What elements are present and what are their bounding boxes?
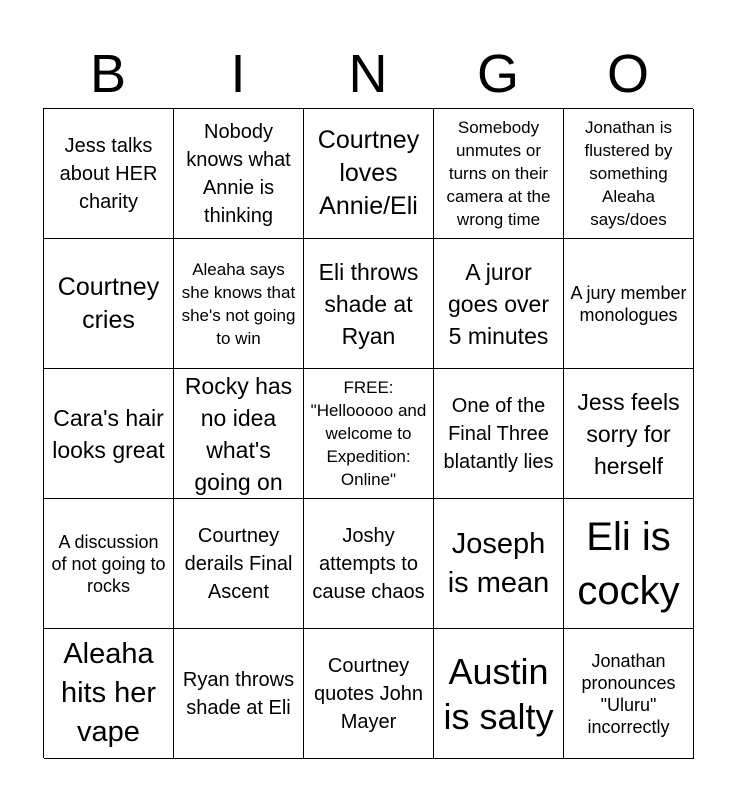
bingo-cell-text: A discussion of not going to rocks <box>51 531 166 596</box>
bingo-cell-r4c5[interactable] <box>564 499 694 629</box>
bingo-cell-text: Jess talks about HER charity <box>59 134 158 213</box>
bingo-cell-text: Joseph is mean <box>447 527 550 599</box>
bingo-cell-r2c5[interactable] <box>564 239 694 369</box>
bingo-cell-r5c1[interactable] <box>44 629 174 759</box>
header-letter-b: B <box>89 44 127 104</box>
bingo-cell-r3c4[interactable] <box>434 369 564 499</box>
bingo-cell-r2c1[interactable] <box>44 239 174 369</box>
header-letter-n: N <box>348 44 388 104</box>
bingo-cell-text: Courtney quotes John Mayer <box>314 654 423 733</box>
bingo-cell-r1c3[interactable] <box>304 109 434 239</box>
bingo-cell-r5c3[interactable] <box>304 629 434 759</box>
bingo-cell-text: Rocky has no idea what's going on <box>184 372 293 495</box>
bingo-cell-r3c1[interactable] <box>44 369 174 499</box>
bingo-cell-r4c4[interactable] <box>434 499 564 629</box>
bingo-cell-r2c4[interactable] <box>434 239 564 369</box>
bingo-cell-text: Courtney cries <box>57 272 160 334</box>
bingo-cell-text: A jury member monologues <box>570 282 687 325</box>
bingo-cell-r3c5[interactable] <box>564 369 694 499</box>
bingo-grid <box>43 108 693 758</box>
bingo-cell-r4c3[interactable] <box>304 499 434 629</box>
bingo-cell-r1c4[interactable] <box>434 109 564 239</box>
bingo-cell-text: Jess feels sorry for herself <box>577 388 680 479</box>
header-letter-i: I <box>230 44 246 104</box>
bingo-cell-text: Cara's hair looks great <box>52 404 165 463</box>
header-letter-g: G <box>476 44 519 104</box>
bingo-cell-text: Eli throws shade at Ryan <box>318 258 419 349</box>
bingo-cell-text: FREE: "Hellooooo and welcome to Expedition: Online" <box>310 378 427 489</box>
bingo-cell-r2c2[interactable] <box>174 239 304 369</box>
bingo-cell-text: Jonathan is flustered by something Aleaha says/does <box>584 118 673 229</box>
bingo-cell-r2c3[interactable] <box>304 239 434 369</box>
bingo-cell-r4c2[interactable] <box>174 499 304 629</box>
bingo-cell-text: A juror goes over 5 minutes <box>447 258 549 349</box>
bingo-cell-r5c5[interactable] <box>564 629 694 759</box>
bingo-cell-text: Jonathan pronounces "Uluru" incorrectly <box>581 650 676 737</box>
bingo-cell-text: Ryan throws shade at Eli <box>182 668 295 719</box>
bingo-cell-text: Eli is cocky <box>577 514 680 613</box>
bingo-cell-text: One of the Final Three blatantly lies <box>443 394 554 473</box>
bingo-cell-r3c2[interactable] <box>174 369 304 499</box>
bingo-cell-text: Aleaha hits her vape <box>60 638 157 748</box>
bingo-cell-text: Joshy attempts to cause chaos <box>312 524 425 603</box>
bingo-cell-text: Courtney loves Annie/Eli <box>317 126 420 220</box>
bingo-cell-text: Courtney derails Final Ascent <box>184 524 293 603</box>
bingo-cell-r5c4[interactable] <box>434 629 564 759</box>
header-letter-o: O <box>606 44 649 104</box>
bingo-cell-r1c1[interactable] <box>44 109 174 239</box>
bingo-cell-text: Nobody knows what Annie is thinking <box>186 120 291 227</box>
bingo-cell-r1c5[interactable] <box>564 109 694 239</box>
bingo-cell-text: Somebody unmutes or turns on their camera at the wrong time <box>446 118 551 229</box>
bingo-cell-r4c1[interactable] <box>44 499 174 629</box>
bingo-cell-text: Austin is salty <box>443 650 554 737</box>
bingo-cell-free[interactable] <box>304 369 434 499</box>
bingo-cell-r1c2[interactable] <box>174 109 304 239</box>
bingo-cell-r5c2[interactable] <box>174 629 304 759</box>
bingo-header <box>43 40 693 108</box>
bingo-cell-text: Aleaha says she knows that she's not going to win <box>181 259 296 348</box>
